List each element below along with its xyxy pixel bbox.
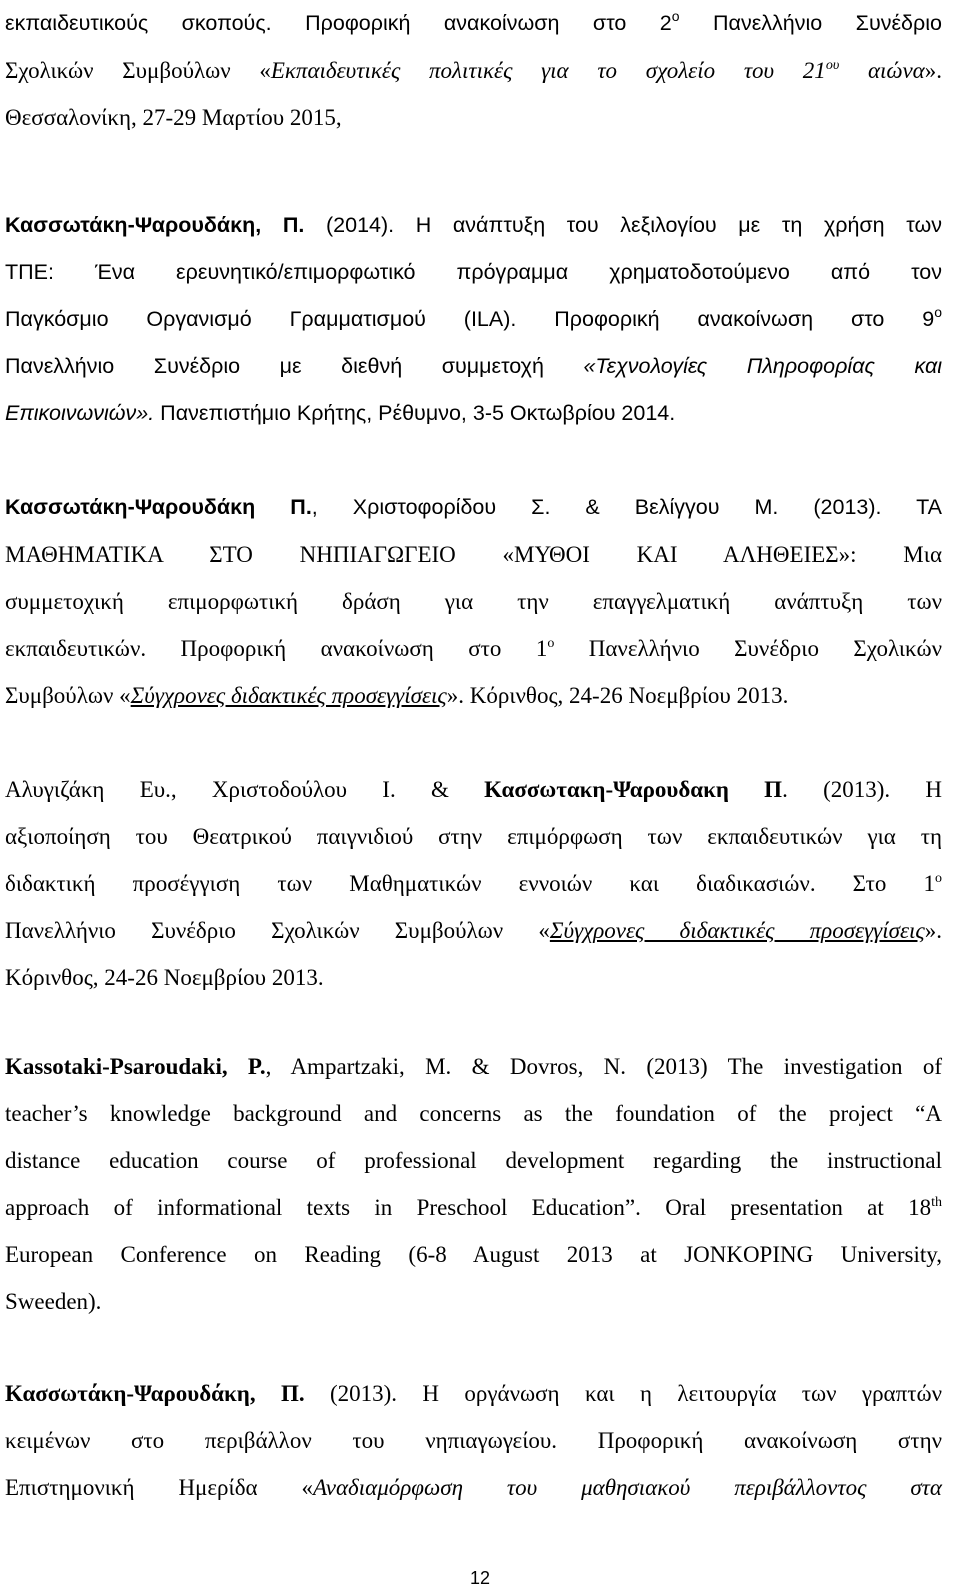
ref-line: Αλυγιζάκη Ευ., Χριστοδούλου Ι. & Κασσωτακη-Ψαρουδακη Π. (2013). Η — [5, 777, 942, 802]
ref-line: συμμετοχική επιμορφωτική δράση για την επαγγελματική ανάπτυξη των — [5, 589, 942, 614]
ref-line: Kassotaki-Psaroudaki, P., Ampartzaki, M. & Dovros, N. (2013) The investigation of — [5, 1054, 942, 1079]
reference-entry — [5, 766, 942, 1001]
reference-author: Κασσωτακη-Ψαρουδακη Π — [484, 777, 783, 802]
ref-line: Επικοινωνιών». Πανεπιστήμιο Κρήτης, Ρέθυμνο, 3-5 Οκτωβρίου 2014. — [5, 401, 676, 425]
ref-line: approach of informational texts in Preschool Education”. Oral presentation at 18th — [5, 1195, 942, 1220]
ref-line: Θεσσαλονίκη, 27-29 Μαρτίου 2015, — [5, 105, 342, 130]
reference-entry — [5, 1370, 942, 1511]
reference-author: Κασσωτάκη-Ψαρουδάκη, Π. — [5, 1381, 305, 1406]
ref-line: ΜΑΘΗΜΑΤΙΚΑ ΣΤΟ ΝΗΠΙΑΓΩΓΕΙΟ «ΜΥΘΟΙ ΚΑΙ ΑΛΗΘΕΙΕΣ»: Μια — [5, 542, 942, 567]
ref-line: Κόρινθος, 24-26 Νοεμβρίου 2013. — [5, 965, 324, 990]
ref-line: Πανελλήνιο Συνέδριο με διεθνή συμμετοχή «Τεχνολογίες Πληροφορίας και — [5, 354, 942, 378]
ref-line: European Conference on Reading (6-8 August 2013 at JONKOPING University, — [5, 1242, 942, 1267]
reference-entry — [5, 484, 942, 719]
ref-line: Κασσωτάκη-Ψαρουδάκη Π., Χριστοφορίδου Σ. & Βελίγγου Μ. (2013). ΤΑ — [5, 495, 943, 519]
reference-entry — [5, 202, 942, 437]
ref-line: ΤΠΕ: Ένα ερευνητικό/επιμορφωτικό πρόγραμμα χρηματοδοτούμενο από τον — [5, 260, 942, 284]
ref-line: εκπαιδευτικών. Προφορική ανακοίνωση στο $1^o$ Πανελλήνιο Συνέδριο Σχολικών — [5, 636, 942, 661]
ref-line: teacher’s knowledge background and concerns as the foundation of the project “A — [5, 1101, 942, 1126]
ref-line: Σχολικών Συμβούλων «Εκπαιδευτικές πολιτικές για το σχολείο του $21^{o\upsilon}$ αιώνα». — [5, 58, 942, 83]
ref-line: Πανελλήνιο Συνέδριο Σχολικών Συμβούλων «Σύγχρονες διδακτικές προσεγγίσεις». — [5, 918, 942, 943]
ref-line: αξιοποίηση του Θεατρικού παιγνιδιού στην επιμόρφωση των εκπαιδευτικών για τη — [5, 824, 942, 849]
ref-line: Κασσωτάκη-Ψαρουδάκη, Π. (2013). Η οργάνωση και η λειτουργία των γραπτών — [5, 1381, 942, 1406]
ref-line: Κασσωτάκη-Ψαρουδάκη, Π. (2014). Η ανάπτυξη του λεξιλογίου με τη χρήση των — [5, 213, 942, 237]
page-number: 12 — [469, 1568, 491, 1588]
ref-line: Επιστημονική Ημερίδα «Αναδιαμόρφωση του μαθησιακού περιβάλλοντος στα — [5, 1475, 942, 1500]
reference-author: Κασσωτάκη-Ψαρουδάκη Π. — [5, 495, 312, 519]
reference-entry — [5, 1043, 942, 1325]
ref-line: κειμένων στο περιβάλλον του νηπιαγωγείου. Προφορική ανακοίνωση στην — [5, 1428, 942, 1453]
reference-author: Κασσωτάκη-Ψαρουδάκη, Π. — [5, 213, 305, 237]
ref-line: Συμβούλων «Σύγχρονες διδακτικές προσεγγίσεις». Κόρινθος, 24-26 Νοεμβρίου 2013. — [5, 683, 789, 708]
ref-line: Παγκόσμιο Οργανισμό Γραμματισμού (ILA). Προφορική ανακοίνωση στο $9^o$ — [5, 304, 942, 331]
reference-continuation — [5, 0, 942, 141]
ref-line: distance education course of professional development regarding the instructional — [5, 1148, 942, 1173]
ref-line: Sweeden). — [5, 1289, 102, 1314]
ref-line: εκπαιδευτικούς σκοπούς. Προφορική ανακοίνωση στο $2^o$ Πανελλήνιο Συνέδριο — [5, 8, 942, 35]
ref-line: διδακτική προσέγγιση των Μαθηματικών εννοιών και διαδικασιών. Στο $1^o$ — [5, 871, 942, 896]
reference-author: Kassotaki-Psaroudaki, P. — [5, 1054, 266, 1079]
